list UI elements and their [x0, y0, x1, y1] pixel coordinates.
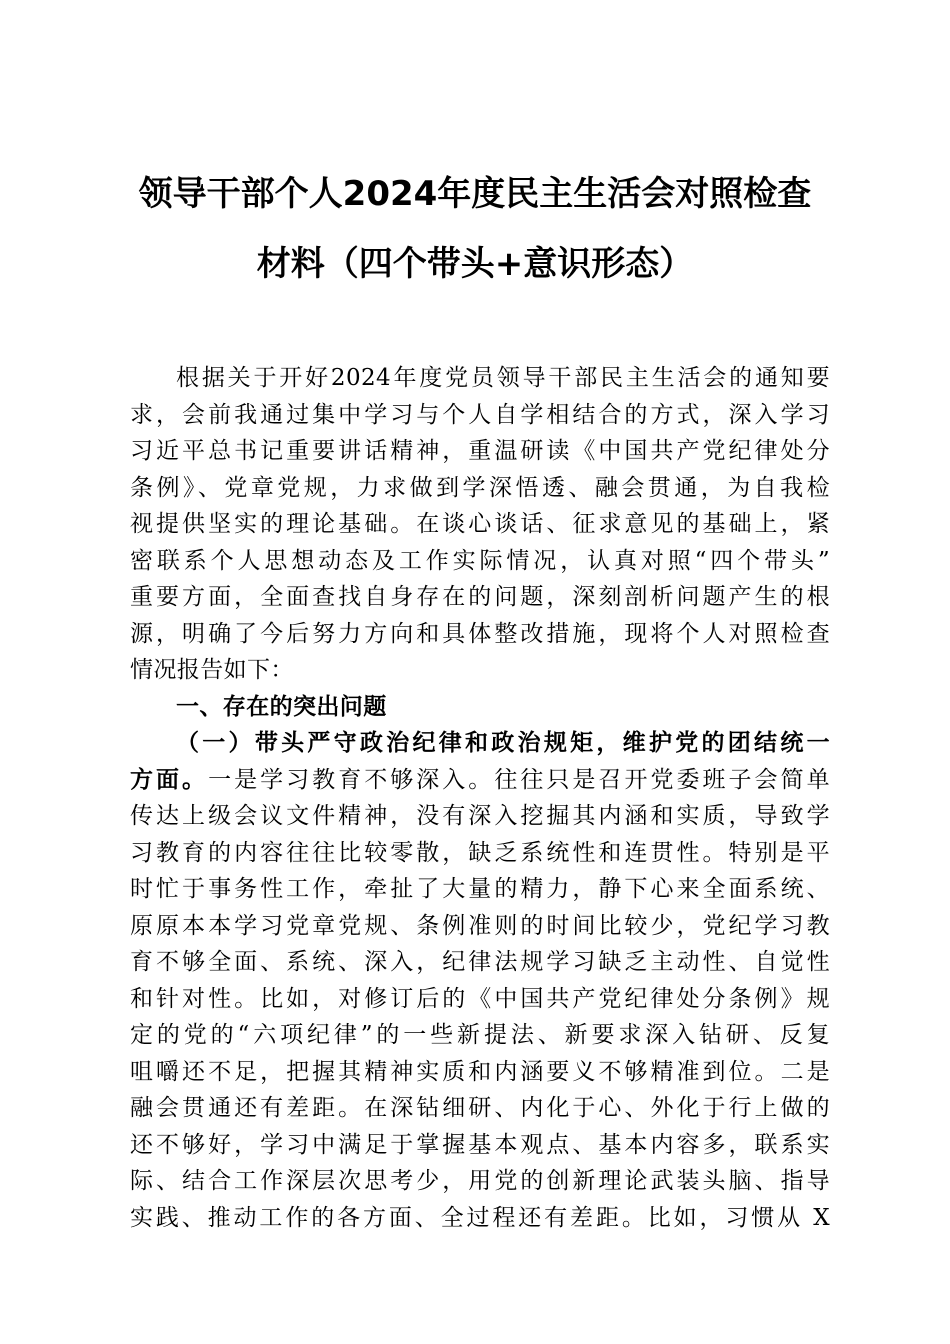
- section-heading: 一、存在的突出问题: [176, 693, 387, 720]
- intro-line: 视提供坚实的理论基础。在谈心谈话、征求意见的基础上，紧: [130, 511, 830, 537]
- document-title-line-1: 领导干部个人2024年度民主生活会对照检查: [138, 174, 812, 214]
- intro-line: 根据关于开好2024年度党员领导干部民主生活会的通知要: [176, 365, 830, 391]
- paragraph-line: 咀嚼还不足，把握其精神实质和内涵要义不够精准到位。二是: [130, 1058, 830, 1085]
- paragraph-line: 育不够全面、系统、深入，纪律法规学习缺乏主动性、自觉性: [130, 949, 830, 975]
- intro-line: 源，明确了今后努力方向和具体整改措施，现将个人对照检查: [130, 620, 830, 647]
- paragraph-line: 原原本本学习党章党规、条例准则的时间比较少，党纪学习教: [130, 912, 830, 939]
- intro-line: 密联系个人思想动态及工作实际情况，认真对照“四个带头”: [130, 547, 830, 574]
- document-body: [130, 360, 830, 1236]
- intro-line: 情况报告如下：: [130, 657, 294, 683]
- paragraph-line: 定的党的“六项纪律”的一些新提法、新要求深入钻研、反复: [130, 1022, 830, 1048]
- paragraph-line: 实践、推动工作的各方面、全过程还有差距。比如，习惯从 X: [130, 1204, 830, 1231]
- paragraph-line: 和针对性。比如，对修订后的《中国共产党纪律处分条例》规: [130, 985, 830, 1012]
- intro-line: 习近平总书记重要讲话精神，重温研读《中国共产党纪律处分: [130, 438, 830, 464]
- paragraph-line: 习教育的内容往往比较零散，缺乏系统性和连贯性。特别是平: [130, 839, 830, 866]
- intro-line: 求，会前我通过集中学习与个人自学相结合的方式，深入学习: [130, 401, 830, 428]
- subsection-title-line: [130, 725, 830, 762]
- paragraph-line: 传达上级会议文件精神，没有深入挖掘其内涵和实质，导致学: [130, 803, 830, 829]
- subsection-title: （一）带头严守政治纪律和政治规矩，维护党的团结统一: [176, 730, 830, 756]
- intro-line: 重要方面，全面查找自身存在的问题，深刻剖析问题产生的根: [130, 584, 830, 610]
- paragraph-line: 融会贯通还有差距。在深钻细研、内化于心、外化于行上做的: [130, 1095, 830, 1121]
- subsection-title-end: 方面。: [130, 766, 209, 793]
- paragraph-line: 还不够好，学习中满足于掌握基本观点、基本内容多，联系实: [130, 1131, 830, 1158]
- document-title-line-2: 材料（四个带头+意识形态）: [256, 244, 694, 284]
- paragraph-line: 际、结合工作深层次思考少，用党的创新理论武装头脑、指导: [130, 1168, 830, 1194]
- paragraph-line: 时忙于事务性工作，牵扯了大量的精力，静下心来全面系统、: [130, 876, 830, 902]
- intro-line: 条例》、党章党规，力求做到学深悟透、融会贯通，为自我检: [130, 474, 830, 501]
- paragraph-line: [130, 762, 830, 799]
- paragraph-text: 一是学习教育不够深入。往往只是召开党委班子会简单: [208, 766, 830, 793]
